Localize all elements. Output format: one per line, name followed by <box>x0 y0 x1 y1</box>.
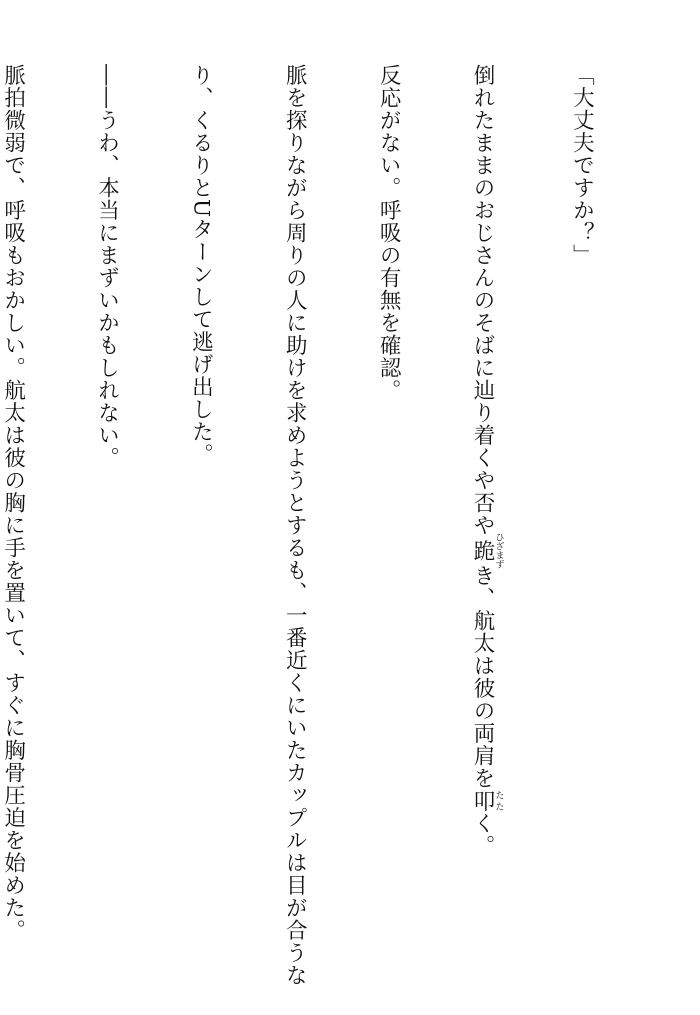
text-line-2-start: 倒れたままのおじさんのそばに辿り着くや否や <box>470 64 496 537</box>
ruby-kneel <box>470 532 504 569</box>
ruby-tap <box>470 789 504 813</box>
kneel-kanji: 跪 <box>470 532 496 569</box>
text-line-2-end: く。 <box>470 812 496 857</box>
vertical-text-block <box>0 64 660 987</box>
tap-kanji: 叩 <box>470 789 496 812</box>
text-line-1: 「大丈夫ですか？」 <box>569 64 595 267</box>
tap-furigana: たた <box>493 789 504 812</box>
text-line-3: 反応がない。呼吸の有無を確認。 <box>376 64 402 402</box>
text-line-6: ――うわ、本当にまずいかもしれない。 <box>94 64 120 469</box>
kneel-furigana: ひざまず <box>493 532 504 569</box>
text-line-2-mid: き、航太は彼の両肩を <box>470 564 496 790</box>
text-line-2 <box>467 64 504 964</box>
text-line-7: 脈拍微弱で、呼吸もおかしい。航太は彼の胸に手を置いて、すぐに胸骨圧迫を始めた。 <box>0 64 26 942</box>
text-line-4: 脈を探りながら周りの人に助けを求めようとするも、一番近くにいたカップルは目が合うな <box>282 64 308 987</box>
text-line-5: り、くるりとUターンして逃げ出した。 <box>188 64 214 466</box>
